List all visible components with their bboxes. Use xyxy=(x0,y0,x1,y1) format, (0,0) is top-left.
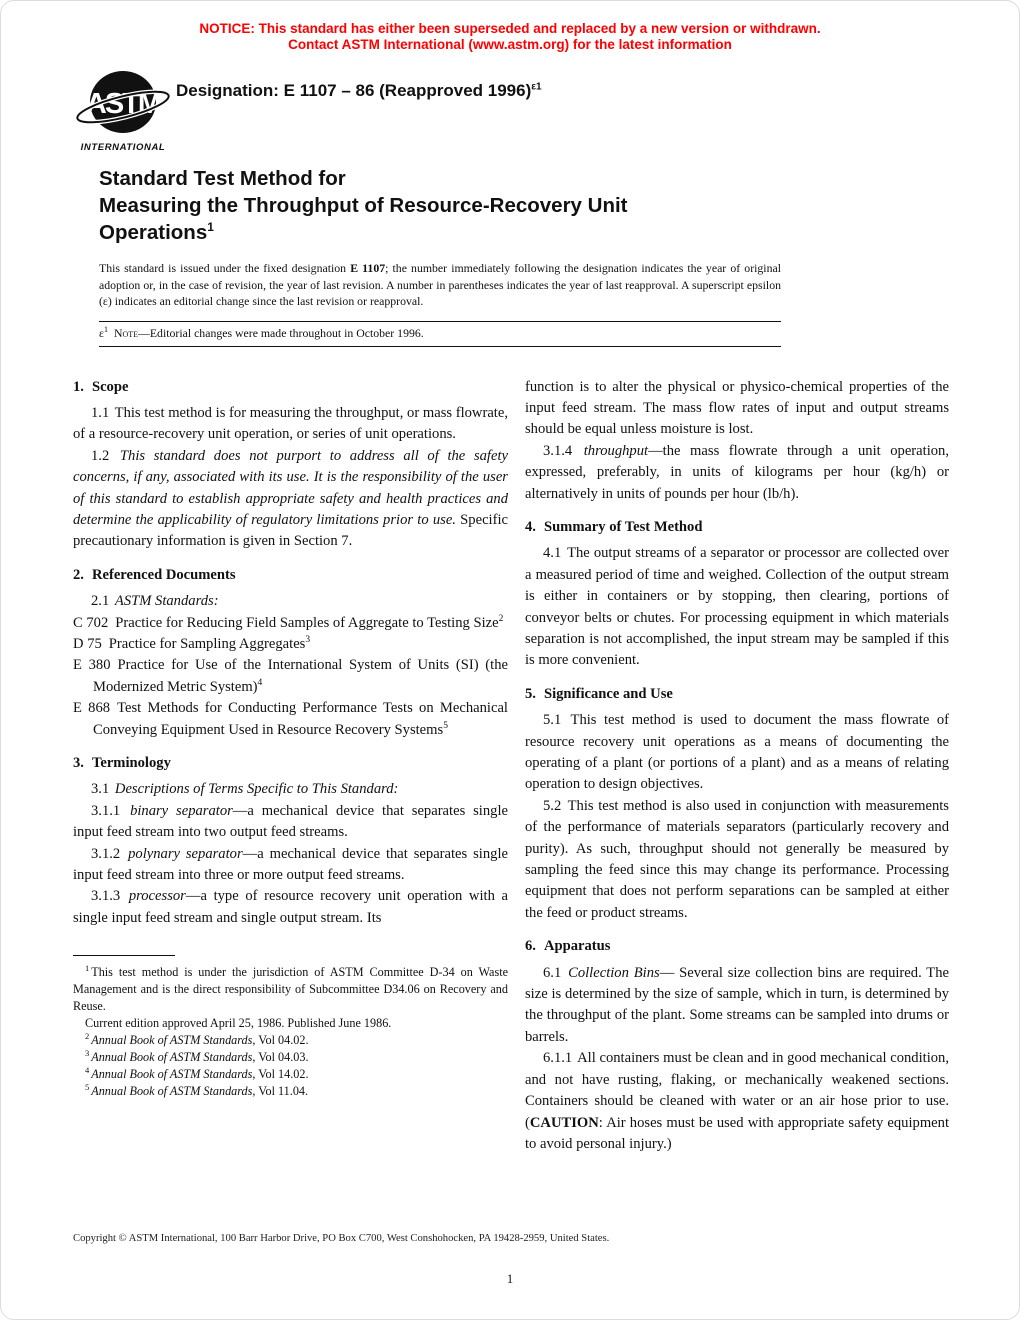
designation-line xyxy=(176,81,542,101)
referenced-standard: C 702 Practice for Reducing Field Samples of Aggregate to Testing Size$^2$ xyxy=(73,613,504,631)
paragraph-1-2: 1.2 This standard does not purport to address all of the safety concerns, if any, associated with its use. It is the responsibility of the user of this standard to establish appropriate safety and health practices and determine the applicability of regulatory limitations prior to use. Specific precautionary information is given in Section 7. xyxy=(73,447,508,550)
footnote-ref: 2 xyxy=(498,613,504,624)
paragraph-5-2: 5.2 This test method is also used in conjunction with measurements of the performance of materials separators (particularly recovery and purity). As such, throughput should not generally be measured by sampling the feed since this may change its performance. Processing equipment that does not perform separations can be sampled at either the feed or product streams. xyxy=(525,797,949,921)
section-1-heading: 1. Scope xyxy=(73,378,129,395)
footnote-5: $^5$ Annual Book of ASTM Standards, Vol 11.04. xyxy=(85,1082,309,1099)
issued-statement: This standard is issued under the fixed designation E 1107; the number immediately following the designation indicates the year of original adoption or, in the case of revision, the year of last revision. A number in parentheses indicates the year of last reapproval. A superscript epsilon (ε) indicates an editorial change since the last revision or reapproval. xyxy=(99,261,781,308)
left-column xyxy=(73,377,508,1156)
paragraph-3-1: 3.1 Descriptions of Terms Specific to This Standard: xyxy=(91,781,399,798)
footnote-1: $^1$ This test method is under the jurisdiction of ASTM Committee D-34 on Waste Management and is the direct responsibility of Subcommittee D34.06 on Recovery and Reuse. xyxy=(73,963,508,1014)
editorial-note: $\varepsilon^1$ Note—Editorial changes were made throughout in October 1996. xyxy=(99,321,781,347)
paragraph-4-1: 4.1 The output streams of a separator or processor are collected over a measured period of time and weighed. Collection of the output stream is either in containers or by stopping, then clearing, portions of conveyor belts or chutes. For processing equipment in which materials separation is not accomplished, the input stream may be sampled if this is more convenient. xyxy=(525,545,949,669)
section-3-heading: 3. Terminology xyxy=(73,755,171,771)
referenced-standard: E 380 Practice for Use of the International System of Units (SI) (the Modernized Metric System)$^4$ xyxy=(73,657,508,695)
footnote-ref: 4 xyxy=(257,677,263,688)
paragraph-1-1: 1.1 This test method is for measuring the throughput, or mass flowrate, of a resource-recovery unit operation, or series of unit operations. xyxy=(73,404,508,443)
footnote-ref: 3 xyxy=(305,635,311,646)
section-4-heading: 4. Summary of Test Method xyxy=(525,518,703,535)
page-title xyxy=(99,165,781,246)
paragraph-3-1-2: 3.1.2 polynary separator—a mechanical device that separates single input feed stream into three or more output feed streams. xyxy=(73,845,508,884)
paragraph-6-1-1: 6.1.1 All containers must be clean and in good mechanical condition, and not have rusting, flaking, or mechanically weakened sections. Containers should be cleaned with water or an air hose prior to use. (CAUTION: Air hoses must be used with appropriate safety equipment to avoid personal injury.) xyxy=(525,1050,949,1152)
apparatus-term: Collection Bins xyxy=(568,964,660,981)
paragraph-2-1: 2.1 ASTM Standards: xyxy=(91,593,219,610)
fixed-designation: E 1107 xyxy=(350,261,386,275)
page-number: 1 xyxy=(506,1272,514,1287)
note-label: Note xyxy=(113,325,139,340)
section-2-heading: 2. Referenced Documents xyxy=(73,566,236,583)
defined-term: processor xyxy=(128,888,186,905)
footnote-edition: Current edition approved April 25, 1986. Published June 1986. xyxy=(85,1016,392,1031)
paragraph-3-1-4: 3.1.4 throughput—the mass flowrate through a unit operation, expressed, preferably, in units of kilograms per hour (kg/h) or alternatively in units of pounds per hour (lb/h). xyxy=(525,442,949,502)
document-header xyxy=(73,69,1019,161)
title-footnote-ref: 1 xyxy=(207,220,214,235)
paragraph-6-1: 6.1 Collection Bins— Several size collection bins are required. The size is determined by the size of sample, which in turn, is determined by the throughput of the plant. Some streams can be sampled into drums or barrels. xyxy=(525,964,949,1045)
footnote-divider xyxy=(73,955,175,956)
page-footer xyxy=(73,1233,947,1287)
epsilon-mark: ε xyxy=(99,325,104,340)
astm-logo-subtext: INTERNATIONAL xyxy=(80,142,166,153)
svg-text:ASTM: ASTM xyxy=(85,88,161,120)
section-6-heading: 6. Apparatus xyxy=(525,938,611,955)
notice-banner xyxy=(1,21,1019,53)
notice-line-2: Contact ASTM International (www.astm.org) for the latest information xyxy=(288,37,732,52)
defined-term: throughput xyxy=(583,442,649,459)
referenced-standard: E 868 Test Methods for Conducting Performance Tests on Mechanical Conveying Equipment Used in Resource Recovery Systems$^5$ xyxy=(73,700,508,738)
right-column xyxy=(525,377,949,1156)
astm-globe-icon xyxy=(73,69,173,141)
footnote-4: $^4$ Annual Book of ASTM Standards, Vol 14.02. xyxy=(85,1065,309,1082)
notice-line-1: NOTICE: This standard has either been superseded and replaced by a new version or withdrawn. xyxy=(199,21,821,36)
paragraph-3-1-3: 3.1.3 processor—a type of resource recovery unit operation with a single input feed stream and single output stream. Its xyxy=(73,888,508,926)
caution-label: CAUTION xyxy=(529,1114,599,1131)
designation-superscript: ε1 xyxy=(531,81,542,93)
title-line-2: Measuring the Throughput of Resource-Recovery Unit xyxy=(99,194,628,217)
copyright-line: Copyright © ASTM International, 100 Barr Harbor Drive, PO Box C700, West Conshohocken, PA 19428-2959, United States. xyxy=(73,1233,610,1245)
referenced-standard: D 75 Practice for Sampling Aggregates$^3$ xyxy=(73,635,311,652)
section-5-heading: 5. Significance and Use xyxy=(525,685,673,702)
footnotes-block xyxy=(73,955,508,1100)
two-column-body xyxy=(73,377,949,1156)
document-head xyxy=(99,165,781,347)
footnote-ref: 5 xyxy=(443,720,448,731)
paragraph-3-1-1: 3.1.1 binary separator—a mechanical device that separates single input feed stream into two output feed streams. xyxy=(73,802,508,841)
designation-text: Designation: E 1107 – 86 (Reapproved 1996) xyxy=(176,81,532,100)
paragraph-5-1: 5.1 This test method is used to document the mass flowrate of resource recovery unit operations as a means of documenting the operating of a plant (or portions of a plant) and as a means of relating operation to design objectives. xyxy=(525,712,949,793)
footnote-3: $^3$ Annual Book of ASTM Standards, Vol 04.03. xyxy=(85,1048,309,1065)
paragraph-3-1-3-continued: function is to alter the physical or physico-chemical properties of the input feed stream. The mass flow rates of input and output streams should be equal unless moisture is lost. xyxy=(525,378,949,438)
defined-term: binary separator xyxy=(130,802,233,819)
defined-term: polynary separator xyxy=(128,845,243,862)
astm-logo xyxy=(73,69,173,153)
footnote-2: $^2$ Annual Book of ASTM Standards, Vol 04.02. xyxy=(85,1031,309,1048)
title-line-3: Operations xyxy=(99,221,208,244)
title-line-1: Standard Test Method for xyxy=(99,167,346,190)
